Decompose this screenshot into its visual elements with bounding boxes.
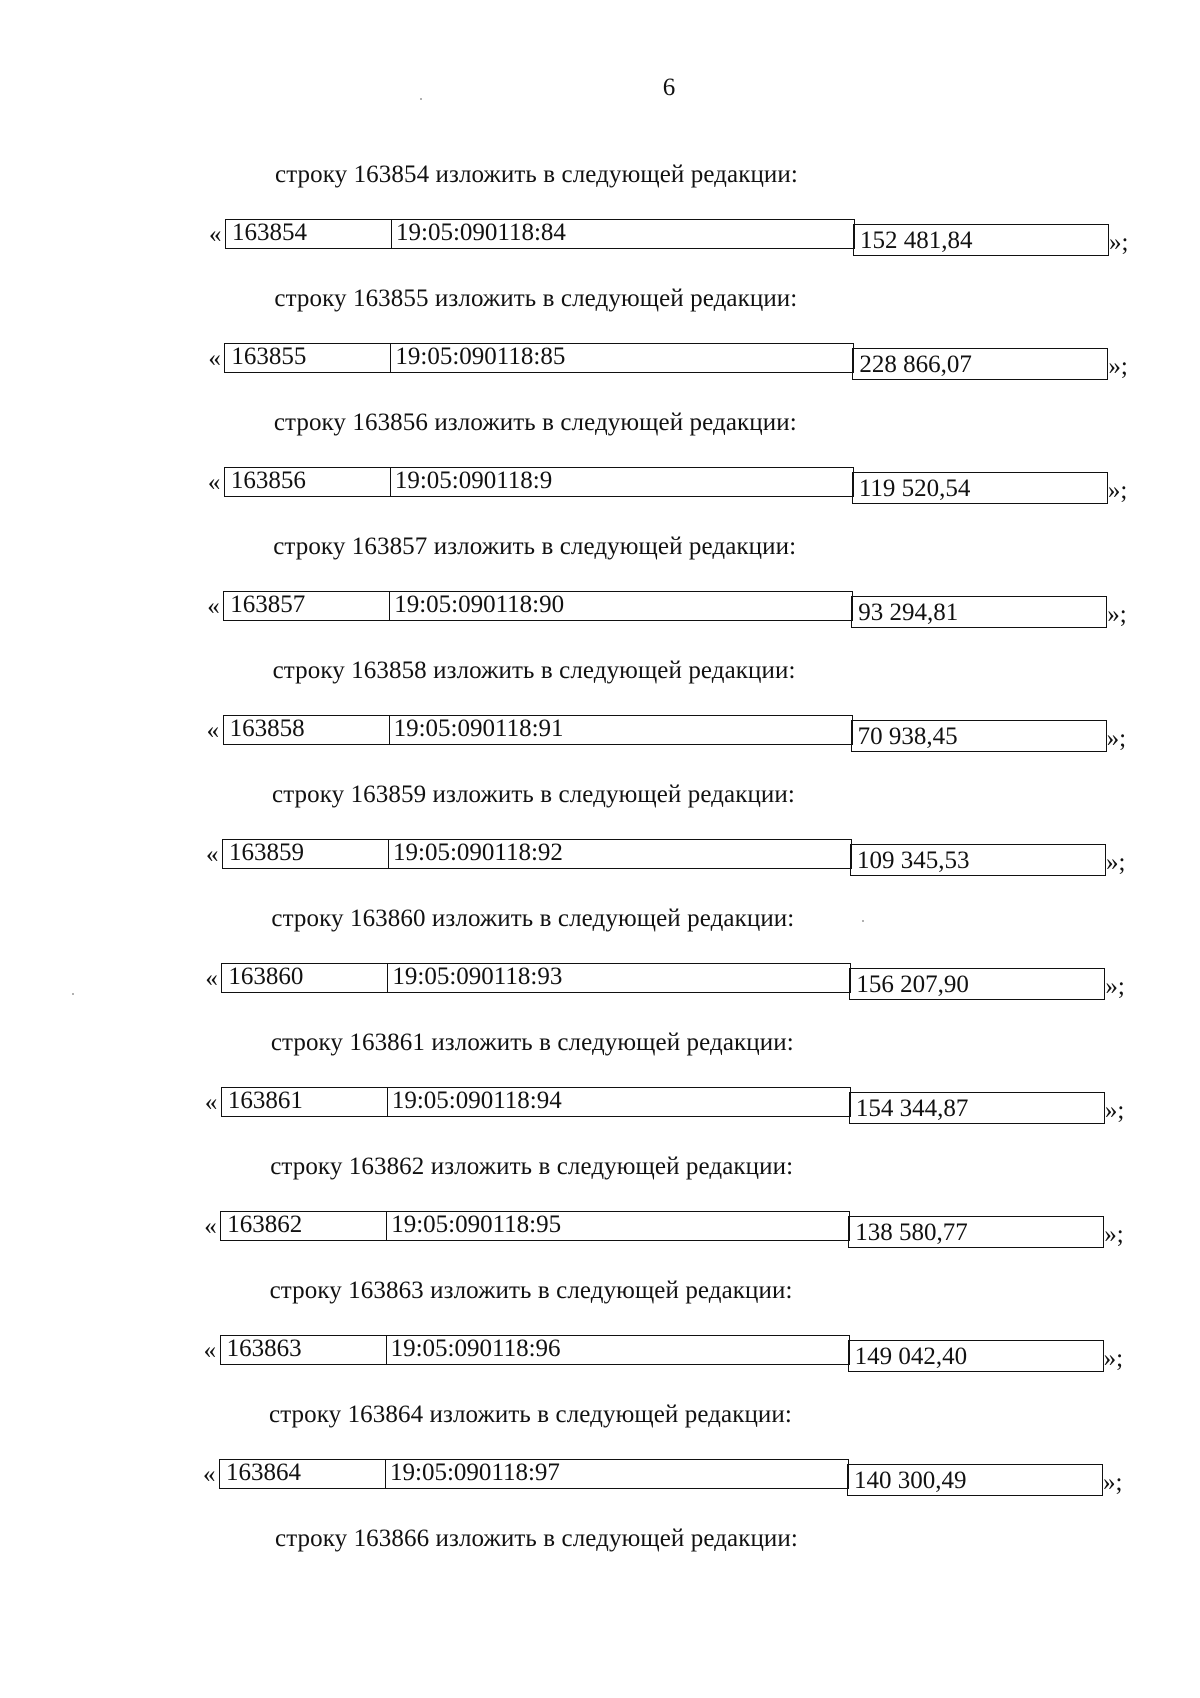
row-number-cell: 163856	[224, 467, 391, 497]
cadastral-value-cell: 156 207,90	[849, 968, 1105, 1000]
row-number-cell: 163859	[222, 839, 389, 869]
amendment-instruction: строку 163856 изложить в следующей редакции:	[273, 409, 797, 436]
cadastral-number-cell: 19:05:090118:97	[384, 1459, 849, 1489]
row-number-cell: 163860	[221, 963, 388, 993]
table-row	[206, 839, 1126, 875]
amendment-block	[0, 527, 1198, 639]
table-row	[205, 1087, 1125, 1123]
amendment-block	[0, 899, 1196, 1011]
table-row	[203, 1459, 1123, 1495]
cadastral-value-cell: 152 481,84	[853, 224, 1109, 256]
amendment-instruction: строку 163866 изложить в следующей редакции:	[275, 1525, 798, 1552]
table-row	[207, 715, 1127, 751]
table-row	[208, 343, 1128, 379]
opening-quote: «	[203, 1461, 216, 1488]
cadastral-number-cell: 19:05:090118:90	[388, 591, 853, 621]
opening-quote: «	[203, 1337, 217, 1364]
cadastral-value-cell: 140 300,49	[847, 1464, 1103, 1496]
cadastral-number-cell: 19:05:090118:91	[388, 715, 853, 745]
cadastral-value-cell: 93 294,81	[851, 596, 1107, 628]
cadastral-value-cell: 70 938,45	[851, 720, 1107, 752]
cadastral-number-cell: 19:05:090118:84	[390, 219, 855, 249]
closing-quote: »;	[1103, 1469, 1123, 1496]
opening-quote: «	[207, 593, 220, 620]
cadastral-number-cell: 19:05:090118:96	[385, 1335, 850, 1365]
amendment-instruction: строку 163854 изложить в следующей редакции:	[275, 161, 798, 188]
closing-quote: »;	[1107, 477, 1128, 504]
table-row	[209, 219, 1129, 255]
scan-speck	[72, 993, 74, 995]
amendment-instruction: строку 163864 изложить в следующей редакции:	[269, 1401, 792, 1428]
opening-quote: «	[208, 345, 221, 372]
amendment-block	[0, 651, 1198, 763]
final-amendment	[0, 1519, 1200, 1631]
closing-quote: »;	[1107, 601, 1127, 628]
cadastral-number-cell: 19:05:090118:92	[387, 839, 852, 869]
page-number: 6	[662, 74, 676, 101]
closing-quote: »;	[1108, 353, 1128, 380]
amendment-block	[0, 1023, 1196, 1135]
amendment-instruction: строку 163862 изложить в следующей редакции:	[270, 1153, 794, 1180]
scan-speck	[862, 920, 864, 922]
closing-quote: »;	[1104, 1221, 1124, 1248]
amendment-block	[0, 155, 1200, 267]
row-number-cell: 163855	[224, 343, 391, 373]
closing-quote: »;	[1103, 1345, 1124, 1372]
cadastral-value-cell: 109 345,53	[850, 844, 1106, 876]
scan-speck	[420, 98, 422, 100]
amendment-instruction: строку 163855 изложить в следующей редакции:	[274, 285, 798, 312]
cadastral-number-cell: 19:05:090118:95	[385, 1211, 850, 1241]
closing-quote: »;	[1104, 1097, 1125, 1124]
amendment-instruction: строку 163857 изложить в следующей редакции:	[273, 533, 797, 560]
closing-quote: »;	[1109, 229, 1129, 256]
amendment-block	[0, 775, 1197, 887]
cadastral-value-cell: 228 866,07	[852, 348, 1108, 380]
amendment-block	[0, 1271, 1195, 1383]
cadastral-value-cell: 119 520,54	[852, 472, 1108, 504]
amendment-instruction: строку 163861 изложить в следующей редакции:	[270, 1029, 794, 1056]
table-row	[208, 467, 1128, 503]
cadastral-number-cell: 19:05:090118:9	[389, 467, 854, 497]
opening-quote: «	[204, 1213, 217, 1240]
row-number-cell: 163854	[225, 219, 392, 249]
row-number-cell: 163862	[220, 1211, 387, 1241]
table-row	[207, 591, 1127, 627]
closing-quote: »;	[1105, 973, 1125, 1000]
cadastral-number-cell: 19:05:090118:93	[386, 963, 851, 993]
opening-quote: «	[206, 717, 220, 744]
row-number-cell: 163858	[223, 715, 390, 745]
opening-quote: «	[204, 1089, 218, 1116]
amendment-block	[0, 279, 1199, 391]
opening-quote: «	[209, 221, 222, 248]
table-row	[204, 1335, 1124, 1371]
opening-quote: «	[206, 841, 219, 868]
row-number-cell: 163863	[220, 1335, 387, 1365]
amendment-block	[0, 1395, 1194, 1507]
amendment-instruction: строку 163860 изложить в следующей редакции:	[271, 905, 795, 932]
row-number-cell: 163864	[219, 1459, 386, 1489]
row-number-cell: 163857	[223, 591, 390, 621]
opening-quote: «	[207, 469, 221, 496]
cadastral-value-cell: 149 042,40	[848, 1340, 1104, 1372]
amendment-block	[0, 1147, 1195, 1259]
opening-quote: «	[205, 965, 218, 992]
row-number-cell: 163861	[221, 1087, 388, 1117]
closing-quote: »;	[1106, 849, 1126, 876]
cadastral-number-cell: 19:05:090118:94	[386, 1087, 851, 1117]
cadastral-value-cell: 154 344,87	[849, 1092, 1105, 1124]
table-row	[205, 963, 1125, 999]
amendment-instruction: строку 163859 изложить в следующей редакции:	[272, 781, 795, 808]
cadastral-value-cell: 138 580,77	[848, 1216, 1104, 1248]
cadastral-number-cell: 19:05:090118:85	[389, 343, 854, 373]
table-row	[204, 1211, 1124, 1247]
amendment-block	[0, 403, 1199, 515]
closing-quote: »;	[1106, 725, 1127, 752]
amendment-instruction: строку 163858 изложить в следующей редакции:	[272, 657, 796, 684]
amendment-instruction: строку 163863 изложить в следующей редакции:	[269, 1277, 793, 1304]
